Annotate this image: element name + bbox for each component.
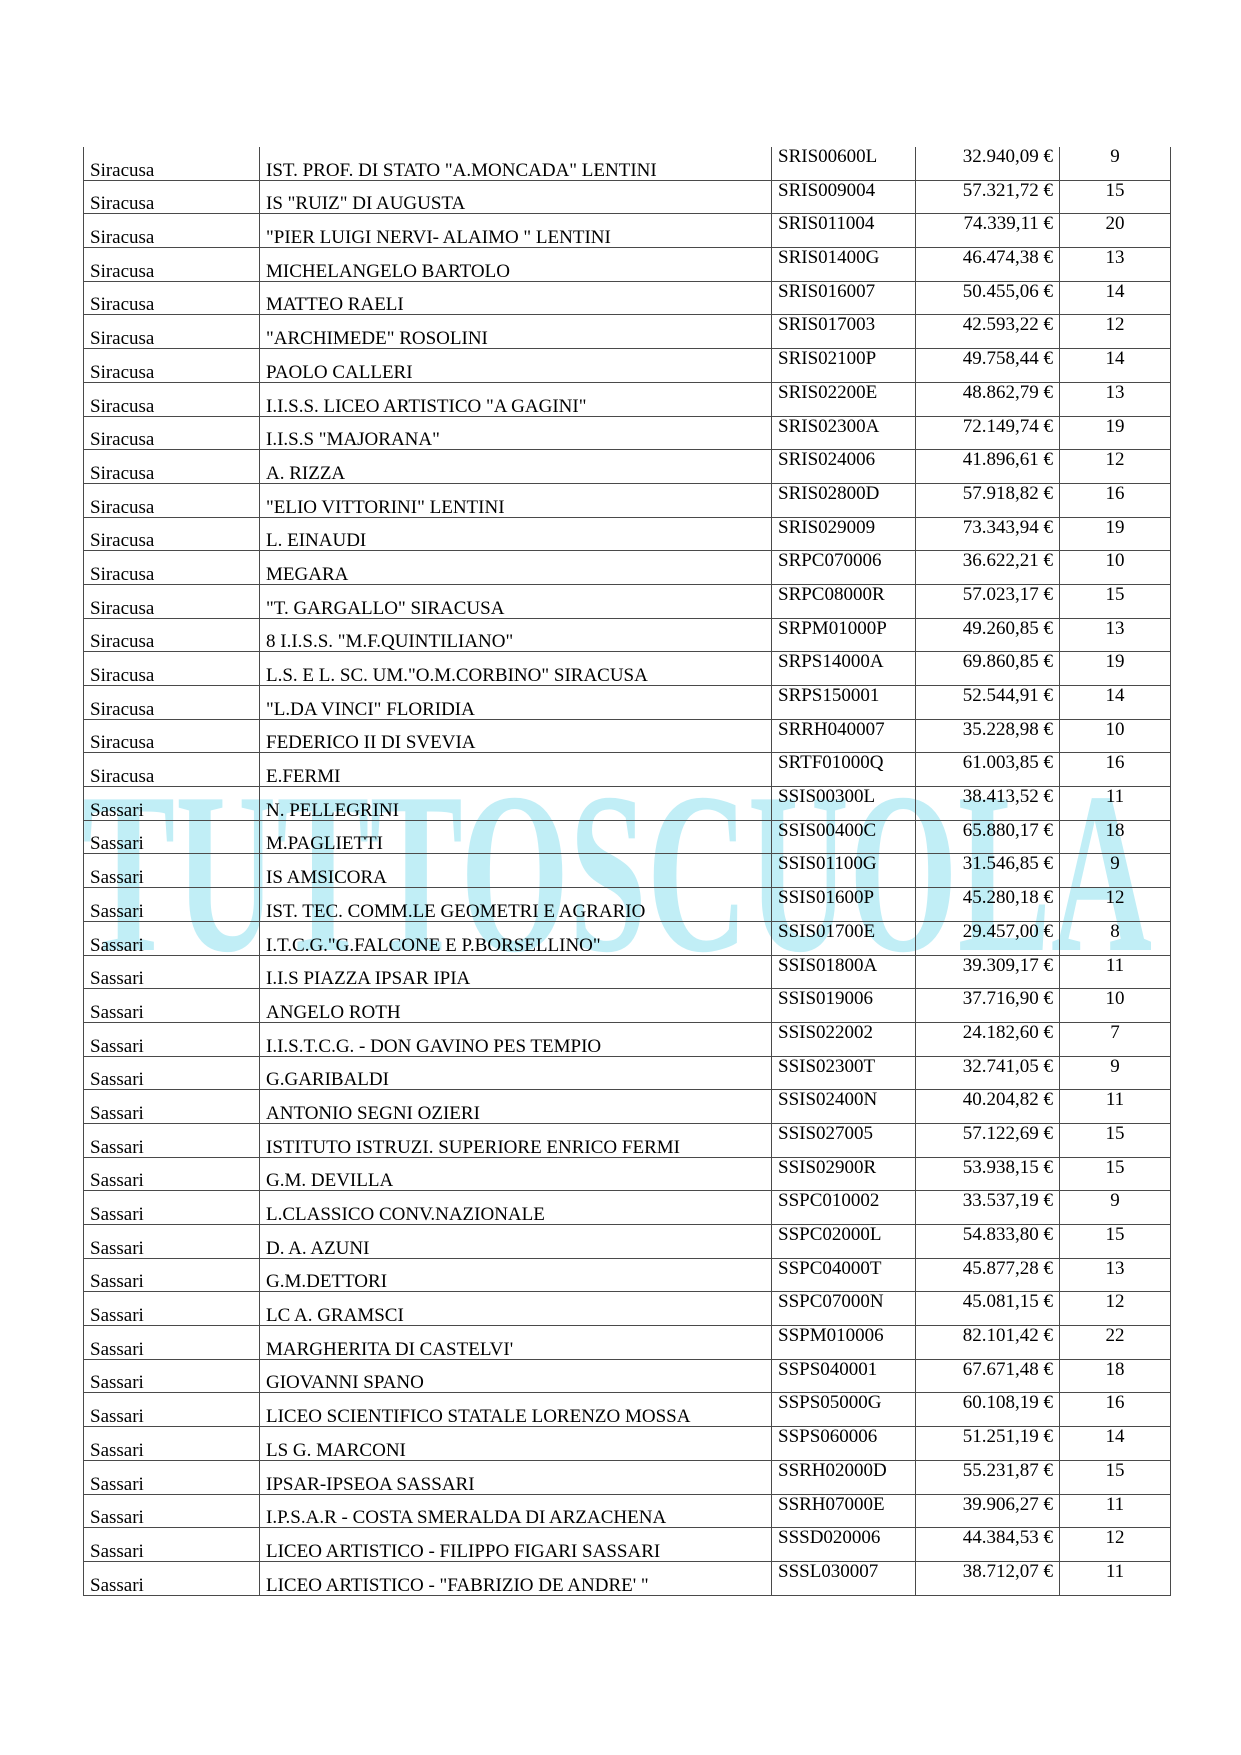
table-row bbox=[84, 888, 1171, 922]
count-cell: 18 bbox=[1060, 1359, 1171, 1393]
table-row bbox=[84, 1292, 1171, 1326]
school-name-cell: ANTONIO SEGNI OZIERI bbox=[260, 1090, 772, 1124]
amount-cell: 74.339,11 € bbox=[916, 214, 1060, 248]
school-name-cell: "T. GARGALLO" SIRACUSA bbox=[260, 584, 772, 618]
count-cell: 10 bbox=[1060, 719, 1171, 753]
count-cell: 11 bbox=[1060, 955, 1171, 989]
school-name-cell: MICHELANGELO BARTOLO bbox=[260, 248, 772, 282]
count-cell: 16 bbox=[1060, 753, 1171, 787]
school-code-cell: SRPC08000R bbox=[772, 584, 916, 618]
school-code-cell: SSPS05000G bbox=[772, 1393, 916, 1427]
count-cell: 9 bbox=[1060, 854, 1171, 888]
amount-cell: 32.741,05 € bbox=[916, 1056, 1060, 1090]
school-name-cell: I.I.S PIAZZA IPSAR IPIA bbox=[260, 955, 772, 989]
count-cell: 14 bbox=[1060, 686, 1171, 720]
province-cell: Siracusa bbox=[84, 584, 260, 618]
table-row bbox=[84, 281, 1171, 315]
count-cell: 13 bbox=[1060, 618, 1171, 652]
school-code-cell: SSPC07000N bbox=[772, 1292, 916, 1326]
school-code-cell: SSIS01700E bbox=[772, 921, 916, 955]
school-name-cell: "L.DA VINCI" FLORIDIA bbox=[260, 686, 772, 720]
amount-cell: 57.023,17 € bbox=[916, 584, 1060, 618]
school-name-cell: IPSAR-IPSEOA SASSARI bbox=[260, 1460, 772, 1494]
school-code-cell: SRIS024006 bbox=[772, 450, 916, 484]
count-cell: 11 bbox=[1060, 1494, 1171, 1528]
school-name-cell: 8 I.I.S.S. "M.F.QUINTILIANO" bbox=[260, 618, 772, 652]
school-name-cell: G.M. DEVILLA bbox=[260, 1157, 772, 1191]
amount-cell: 73.343,94 € bbox=[916, 517, 1060, 551]
count-cell: 12 bbox=[1060, 888, 1171, 922]
school-code-cell: SRIS017003 bbox=[772, 315, 916, 349]
school-code-cell: SRPM01000P bbox=[772, 618, 916, 652]
school-name-cell: IST. TEC. COMM.LE GEOMETRI E AGRARIO bbox=[260, 888, 772, 922]
table-row bbox=[84, 517, 1171, 551]
amount-cell: 31.546,85 € bbox=[916, 854, 1060, 888]
table-row bbox=[84, 1225, 1171, 1259]
count-cell: 20 bbox=[1060, 214, 1171, 248]
school-name-cell: LICEO SCIENTIFICO STATALE LORENZO MOSSA bbox=[260, 1393, 772, 1427]
amount-cell: 44.384,53 € bbox=[916, 1528, 1060, 1562]
amount-cell: 52.544,91 € bbox=[916, 686, 1060, 720]
province-cell: Sassari bbox=[84, 1326, 260, 1360]
school-name-cell: E.FERMI bbox=[260, 753, 772, 787]
table-row bbox=[84, 1056, 1171, 1090]
school-code-cell: SSRH07000E bbox=[772, 1494, 916, 1528]
table-row bbox=[84, 349, 1171, 383]
amount-cell: 37.716,90 € bbox=[916, 989, 1060, 1023]
table-row bbox=[84, 1427, 1171, 1461]
province-cell: Sassari bbox=[84, 1157, 260, 1191]
school-code-cell: SRPS14000A bbox=[772, 652, 916, 686]
school-code-cell: SSIS027005 bbox=[772, 1123, 916, 1157]
province-cell: Sassari bbox=[84, 1123, 260, 1157]
amount-cell: 61.003,85 € bbox=[916, 753, 1060, 787]
count-cell: 15 bbox=[1060, 1460, 1171, 1494]
school-code-cell: SSPC02000L bbox=[772, 1225, 916, 1259]
amount-cell: 53.938,15 € bbox=[916, 1157, 1060, 1191]
count-cell: 12 bbox=[1060, 450, 1171, 484]
school-code-cell: SSRH02000D bbox=[772, 1460, 916, 1494]
amount-cell: 38.712,07 € bbox=[916, 1561, 1060, 1595]
school-allocation-table bbox=[83, 147, 1171, 1596]
count-cell: 13 bbox=[1060, 382, 1171, 416]
school-code-cell: SRIS009004 bbox=[772, 180, 916, 214]
province-cell: Siracusa bbox=[84, 349, 260, 383]
school-name-cell: MEGARA bbox=[260, 551, 772, 585]
school-name-cell: I.T.C.G."G.FALCONE E P.BORSELLINO" bbox=[260, 921, 772, 955]
table-row bbox=[84, 1460, 1171, 1494]
table-row bbox=[84, 686, 1171, 720]
count-cell: 11 bbox=[1060, 787, 1171, 821]
school-code-cell: SRIS00600L bbox=[772, 147, 916, 180]
province-cell: Siracusa bbox=[84, 248, 260, 282]
school-code-cell: SSIS022002 bbox=[772, 1022, 916, 1056]
amount-cell: 65.880,17 € bbox=[916, 820, 1060, 854]
school-code-cell: SSPC04000T bbox=[772, 1258, 916, 1292]
school-name-cell: "ELIO VITTORINI" LENTINI bbox=[260, 483, 772, 517]
school-name-cell: LICEO ARTISTICO - "FABRIZIO DE ANDRE' " bbox=[260, 1561, 772, 1595]
amount-cell: 69.860,85 € bbox=[916, 652, 1060, 686]
school-code-cell: SSIS02300T bbox=[772, 1056, 916, 1090]
province-cell: Sassari bbox=[84, 1528, 260, 1562]
province-cell: Sassari bbox=[84, 1191, 260, 1225]
school-code-cell: SSIS02900R bbox=[772, 1157, 916, 1191]
table-row bbox=[84, 1022, 1171, 1056]
province-cell: Sassari bbox=[84, 1494, 260, 1528]
table-row bbox=[84, 1326, 1171, 1360]
school-name-cell: I.I.S.S. LICEO ARTISTICO "A GAGINI" bbox=[260, 382, 772, 416]
table-row bbox=[84, 1157, 1171, 1191]
amount-cell: 35.228,98 € bbox=[916, 719, 1060, 753]
province-cell: Sassari bbox=[84, 1561, 260, 1595]
amount-cell: 41.896,61 € bbox=[916, 450, 1060, 484]
table-body bbox=[84, 147, 1171, 1595]
amount-cell: 49.758,44 € bbox=[916, 349, 1060, 383]
school-code-cell: SRIS02200E bbox=[772, 382, 916, 416]
count-cell: 10 bbox=[1060, 551, 1171, 585]
amount-cell: 42.593,22 € bbox=[916, 315, 1060, 349]
school-code-cell: SSPS060006 bbox=[772, 1427, 916, 1461]
table-row bbox=[84, 1123, 1171, 1157]
school-code-cell: SSIS01100G bbox=[772, 854, 916, 888]
school-name-cell: MARGHERITA DI CASTELVI' bbox=[260, 1326, 772, 1360]
school-code-cell: SRPC070006 bbox=[772, 551, 916, 585]
table-row bbox=[84, 989, 1171, 1023]
province-cell: Sassari bbox=[84, 787, 260, 821]
school-code-cell: SRRH040007 bbox=[772, 719, 916, 753]
school-name-cell: PAOLO CALLERI bbox=[260, 349, 772, 383]
table-row bbox=[84, 1090, 1171, 1124]
table-row bbox=[84, 416, 1171, 450]
province-cell: Sassari bbox=[84, 1427, 260, 1461]
count-cell: 12 bbox=[1060, 1528, 1171, 1562]
count-cell: 13 bbox=[1060, 248, 1171, 282]
table-row bbox=[84, 787, 1171, 821]
table-row bbox=[84, 180, 1171, 214]
school-code-cell: SRIS02300A bbox=[772, 416, 916, 450]
table-row bbox=[84, 248, 1171, 282]
table-row bbox=[84, 921, 1171, 955]
province-cell: Sassari bbox=[84, 888, 260, 922]
school-code-cell: SRPS150001 bbox=[772, 686, 916, 720]
amount-cell: 45.877,28 € bbox=[916, 1258, 1060, 1292]
amount-cell: 49.260,85 € bbox=[916, 618, 1060, 652]
amount-cell: 29.457,00 € bbox=[916, 921, 1060, 955]
amount-cell: 40.204,82 € bbox=[916, 1090, 1060, 1124]
school-code-cell: SRTF01000Q bbox=[772, 753, 916, 787]
count-cell: 15 bbox=[1060, 180, 1171, 214]
amount-cell: 57.321,72 € bbox=[916, 180, 1060, 214]
province-cell: Sassari bbox=[84, 1359, 260, 1393]
count-cell: 10 bbox=[1060, 989, 1171, 1023]
school-code-cell: SSIS00300L bbox=[772, 787, 916, 821]
school-name-cell: G.GARIBALDI bbox=[260, 1056, 772, 1090]
province-cell: Sassari bbox=[84, 854, 260, 888]
school-name-cell: "ARCHIMEDE" ROSOLINI bbox=[260, 315, 772, 349]
school-name-cell: LICEO ARTISTICO - FILIPPO FIGARI SASSARI bbox=[260, 1528, 772, 1562]
school-code-cell: SSPC010002 bbox=[772, 1191, 916, 1225]
table-row bbox=[84, 551, 1171, 585]
amount-cell: 24.182,60 € bbox=[916, 1022, 1060, 1056]
province-cell: Sassari bbox=[84, 1056, 260, 1090]
count-cell: 19 bbox=[1060, 416, 1171, 450]
table-row bbox=[84, 1191, 1171, 1225]
province-cell: Siracusa bbox=[84, 147, 260, 180]
province-cell: Sassari bbox=[84, 921, 260, 955]
province-cell: Sassari bbox=[84, 989, 260, 1023]
school-name-cell: IS AMSICORA bbox=[260, 854, 772, 888]
count-cell: 16 bbox=[1060, 1393, 1171, 1427]
school-code-cell: SSPS040001 bbox=[772, 1359, 916, 1393]
school-name-cell: I.I.S.T.C.G. - DON GAVINO PES TEMPIO bbox=[260, 1022, 772, 1056]
school-code-cell: SSIS02400N bbox=[772, 1090, 916, 1124]
province-cell: Sassari bbox=[84, 1090, 260, 1124]
province-cell: Sassari bbox=[84, 1292, 260, 1326]
amount-cell: 45.280,18 € bbox=[916, 888, 1060, 922]
table-row bbox=[84, 147, 1171, 180]
table-row bbox=[84, 1258, 1171, 1292]
table-row bbox=[84, 1528, 1171, 1562]
school-code-cell: SSIS01600P bbox=[772, 888, 916, 922]
amount-cell: 51.251,19 € bbox=[916, 1427, 1060, 1461]
province-cell: Sassari bbox=[84, 1258, 260, 1292]
table-row bbox=[84, 450, 1171, 484]
count-cell: 9 bbox=[1060, 1056, 1171, 1090]
count-cell: 9 bbox=[1060, 1191, 1171, 1225]
count-cell: 14 bbox=[1060, 281, 1171, 315]
table-row bbox=[84, 1393, 1171, 1427]
table-row bbox=[84, 483, 1171, 517]
count-cell: 16 bbox=[1060, 483, 1171, 517]
count-cell: 13 bbox=[1060, 1258, 1171, 1292]
count-cell: 15 bbox=[1060, 1225, 1171, 1259]
province-cell: Siracusa bbox=[84, 180, 260, 214]
school-name-cell: D. A. AZUNI bbox=[260, 1225, 772, 1259]
table-row bbox=[84, 719, 1171, 753]
school-name-cell: I.P.S.A.R - COSTA SMERALDA DI ARZACHENA bbox=[260, 1494, 772, 1528]
school-code-cell: SRIS029009 bbox=[772, 517, 916, 551]
table-row bbox=[84, 1494, 1171, 1528]
province-cell: Sassari bbox=[84, 820, 260, 854]
table-row bbox=[84, 955, 1171, 989]
amount-cell: 67.671,48 € bbox=[916, 1359, 1060, 1393]
school-code-cell: SRIS011004 bbox=[772, 214, 916, 248]
province-cell: Siracusa bbox=[84, 416, 260, 450]
table-row bbox=[84, 618, 1171, 652]
school-name-cell: L. EINAUDI bbox=[260, 517, 772, 551]
school-code-cell: SSSD020006 bbox=[772, 1528, 916, 1562]
province-cell: Siracusa bbox=[84, 652, 260, 686]
school-name-cell: LC A. GRAMSCI bbox=[260, 1292, 772, 1326]
count-cell: 22 bbox=[1060, 1326, 1171, 1360]
school-code-cell: SSIS01800A bbox=[772, 955, 916, 989]
amount-cell: 45.081,15 € bbox=[916, 1292, 1060, 1326]
school-name-cell: M.PAGLIETTI bbox=[260, 820, 772, 854]
province-cell: Siracusa bbox=[84, 315, 260, 349]
count-cell: 15 bbox=[1060, 584, 1171, 618]
school-code-cell: SRIS02800D bbox=[772, 483, 916, 517]
count-cell: 15 bbox=[1060, 1157, 1171, 1191]
amount-cell: 32.940,09 € bbox=[916, 147, 1060, 180]
table-row bbox=[84, 1561, 1171, 1595]
amount-cell: 72.149,74 € bbox=[916, 416, 1060, 450]
school-name-cell: G.M.DETTORI bbox=[260, 1258, 772, 1292]
school-name-cell: ISTITUTO ISTRUZI. SUPERIORE ENRICO FERMI bbox=[260, 1123, 772, 1157]
amount-cell: 46.474,38 € bbox=[916, 248, 1060, 282]
province-cell: Sassari bbox=[84, 1393, 260, 1427]
amount-cell: 57.918,82 € bbox=[916, 483, 1060, 517]
province-cell: Sassari bbox=[84, 1022, 260, 1056]
school-code-cell: SSIS019006 bbox=[772, 989, 916, 1023]
amount-cell: 36.622,21 € bbox=[916, 551, 1060, 585]
count-cell: 14 bbox=[1060, 1427, 1171, 1461]
school-name-cell: LS G. MARCONI bbox=[260, 1427, 772, 1461]
amount-cell: 39.309,17 € bbox=[916, 955, 1060, 989]
school-code-cell: SRIS02100P bbox=[772, 349, 916, 383]
count-cell: 12 bbox=[1060, 315, 1171, 349]
table-row bbox=[84, 214, 1171, 248]
school-name-cell: GIOVANNI SPANO bbox=[260, 1359, 772, 1393]
amount-cell: 55.231,87 € bbox=[916, 1460, 1060, 1494]
school-code-cell: SRIS01400G bbox=[772, 248, 916, 282]
province-cell: Sassari bbox=[84, 955, 260, 989]
province-cell: Siracusa bbox=[84, 450, 260, 484]
school-code-cell: SRIS016007 bbox=[772, 281, 916, 315]
amount-cell: 57.122,69 € bbox=[916, 1123, 1060, 1157]
province-cell: Siracusa bbox=[84, 753, 260, 787]
count-cell: 12 bbox=[1060, 1292, 1171, 1326]
school-code-cell: SSPM010006 bbox=[772, 1326, 916, 1360]
amount-cell: 60.108,19 € bbox=[916, 1393, 1060, 1427]
amount-cell: 50.455,06 € bbox=[916, 281, 1060, 315]
watermark-text: TUTTOSCUOLA bbox=[82, 765, 1152, 970]
province-cell: Siracusa bbox=[84, 517, 260, 551]
school-name-cell: ANGELO ROTH bbox=[260, 989, 772, 1023]
count-cell: 9 bbox=[1060, 147, 1171, 180]
count-cell: 18 bbox=[1060, 820, 1171, 854]
amount-cell: 39.906,27 € bbox=[916, 1494, 1060, 1528]
count-cell: 11 bbox=[1060, 1561, 1171, 1595]
count-cell: 8 bbox=[1060, 921, 1171, 955]
province-cell: Sassari bbox=[84, 1225, 260, 1259]
province-cell: Sassari bbox=[84, 1460, 260, 1494]
province-cell: Siracusa bbox=[84, 382, 260, 416]
table-row bbox=[84, 820, 1171, 854]
count-cell: 11 bbox=[1060, 1090, 1171, 1124]
province-cell: Siracusa bbox=[84, 686, 260, 720]
count-cell: 15 bbox=[1060, 1123, 1171, 1157]
amount-cell: 54.833,80 € bbox=[916, 1225, 1060, 1259]
count-cell: 19 bbox=[1060, 652, 1171, 686]
table-row bbox=[84, 753, 1171, 787]
table-row bbox=[84, 652, 1171, 686]
province-cell: Siracusa bbox=[84, 281, 260, 315]
amount-cell: 33.537,19 € bbox=[916, 1191, 1060, 1225]
school-code-cell: SSIS00400C bbox=[772, 820, 916, 854]
table-row bbox=[84, 382, 1171, 416]
province-cell: Siracusa bbox=[84, 719, 260, 753]
school-name-cell: IST. PROF. DI STATO "A.MONCADA" LENTINI bbox=[260, 147, 772, 180]
table-row bbox=[84, 854, 1171, 888]
amount-cell: 48.862,79 € bbox=[916, 382, 1060, 416]
province-cell: Siracusa bbox=[84, 618, 260, 652]
school-code-cell: SSSL030007 bbox=[772, 1561, 916, 1595]
province-cell: Siracusa bbox=[84, 214, 260, 248]
count-cell: 19 bbox=[1060, 517, 1171, 551]
school-name-cell: L.CLASSICO CONV.NAZIONALE bbox=[260, 1191, 772, 1225]
table-row bbox=[84, 584, 1171, 618]
school-name-cell: IS "RUIZ" DI AUGUSTA bbox=[260, 180, 772, 214]
school-name-cell: L.S. E L. SC. UM."O.M.CORBINO" SIRACUSA bbox=[260, 652, 772, 686]
table-row bbox=[84, 1359, 1171, 1393]
province-cell: Siracusa bbox=[84, 483, 260, 517]
school-name-cell: MATTEO RAELI bbox=[260, 281, 772, 315]
school-name-cell: N. PELLEGRINI bbox=[260, 787, 772, 821]
school-name-cell: FEDERICO II DI SVEVIA bbox=[260, 719, 772, 753]
table-row bbox=[84, 315, 1171, 349]
school-name-cell: A. RIZZA bbox=[260, 450, 772, 484]
amount-cell: 38.413,52 € bbox=[916, 787, 1060, 821]
count-cell: 7 bbox=[1060, 1022, 1171, 1056]
province-cell: Siracusa bbox=[84, 551, 260, 585]
school-name-cell: "PIER LUIGI NERVI- ALAIMO " LENTINI bbox=[260, 214, 772, 248]
count-cell: 14 bbox=[1060, 349, 1171, 383]
amount-cell: 82.101,42 € bbox=[916, 1326, 1060, 1360]
school-name-cell: I.I.S.S "MAJORANA" bbox=[260, 416, 772, 450]
